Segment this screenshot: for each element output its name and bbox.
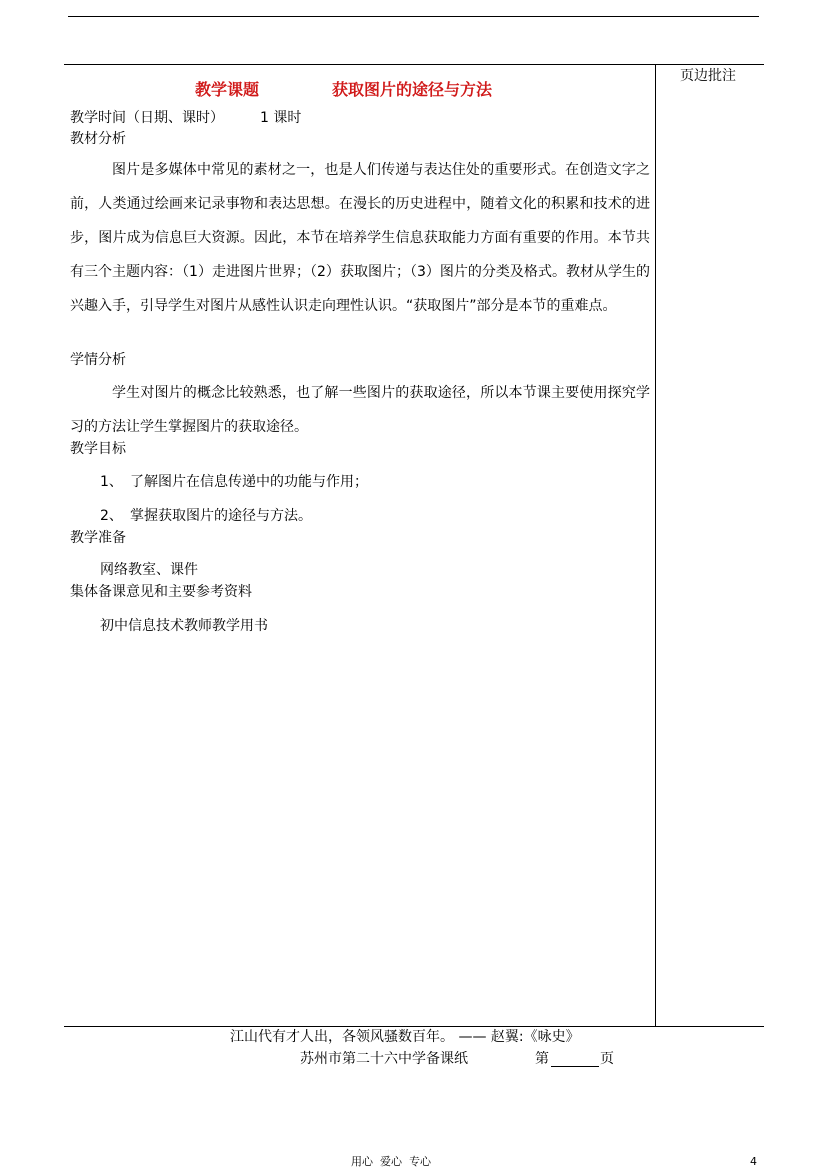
references-text: 初中信息技术教师教学用书 [100, 618, 268, 634]
goal-number: 2、 [100, 508, 123, 524]
footer-school: 苏州市第二十六中学备课纸 [300, 1051, 468, 1067]
page-number-blank [551, 1066, 599, 1067]
table-bottom-border [64, 1026, 764, 1027]
footer-page-suffix: 页 [600, 1051, 614, 1067]
table-top-border [64, 64, 764, 65]
footer-page-prefix: 第 [535, 1051, 549, 1067]
goal-text: 掌握获取图片的途径与方法。 [130, 508, 312, 524]
margin-note-label: 页边批注 [680, 68, 736, 84]
lesson-label: 教学课题 [195, 80, 260, 99]
section-heading-material: 教材分析 [70, 131, 126, 147]
footer-quote: 江山代有才人出，各领风骚数百年。 —— 赵翼:《咏史》 [230, 1029, 580, 1045]
student-analysis-text: 学生对图片的概念比较熟悉，也了解一些图片的获取途径，所以本节课主要使用探究学习的方法让学生掌握图片的获取途径。 [70, 385, 650, 435]
page-number: 4 [750, 1155, 757, 1168]
top-rule [68, 16, 759, 17]
section-heading-goals: 教学目标 [70, 441, 126, 457]
preparation-text: 网络教室、课件 [100, 562, 198, 578]
time-value: 1 课时 [260, 110, 302, 126]
material-analysis-text: 图片是多媒体中常见的素材之一，也是人们传递与表达住处的重要形式。在创造文字之前，人类通过绘画来记录事物和表达思想。在漫长的历史进程中，随着文化的积累和技术的进步，图片成为信息巨大资源。因此，本节在培养学生信息获取能力方面有重要的作用。本节共有三个主题内容：（1）走进图片世界；（2）获取图片；（3）图片的分类及格式。教材从学生的兴趣入手，引导学生对图片从感性认识走向理性认识。“获取图片”部分是本节的重难点。 [70, 162, 650, 314]
section-heading-preparation: 教学准备 [70, 530, 126, 546]
time-label: 教学时间（日期、课时） [70, 110, 224, 126]
lesson-title: 获取图片的途径与方法 [332, 80, 493, 99]
footer-motto: 用心 爱心 专心 [351, 1155, 431, 1168]
goal-text: 了解图片在信息传递中的功能与作用； [130, 474, 368, 490]
margin-column-divider [655, 64, 656, 1026]
goal-number: 1、 [100, 474, 123, 490]
section-heading-references: 集体备课意见和主要参考资料 [70, 584, 252, 600]
section-heading-student: 学情分析 [70, 352, 126, 368]
